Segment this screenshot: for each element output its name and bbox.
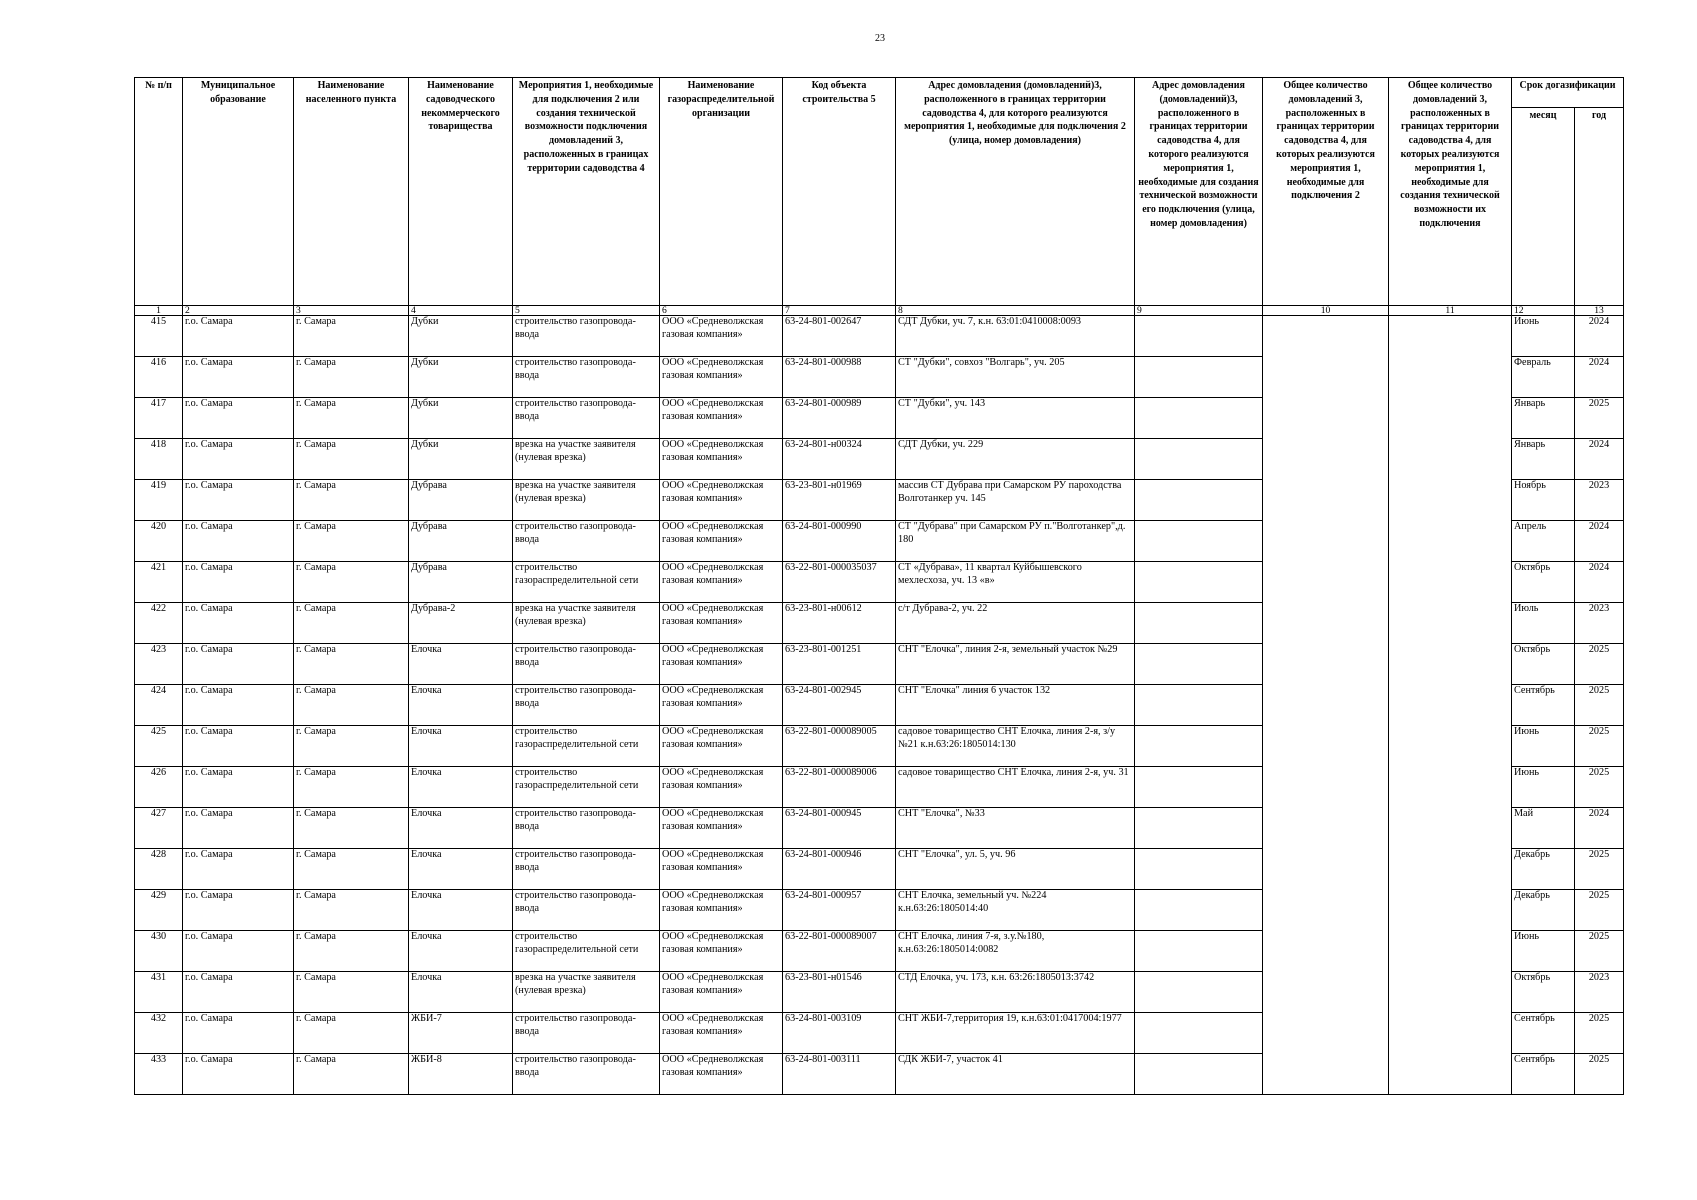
object-code-cell: 63-24-801-000990 — [783, 521, 896, 562]
organization-cell: ООО «Средневолжская газовая компания» — [660, 1013, 783, 1054]
measure-cell: врезка на участке заявителя (нулевая врезка) — [513, 603, 660, 644]
row-number: 423 — [135, 644, 183, 685]
header-gasification-term: Срок догазификации — [1512, 78, 1624, 108]
organization-cell: ООО «Средневолжская газовая компания» — [660, 726, 783, 767]
year-cell: 2025 — [1575, 398, 1624, 439]
measure-cell: строительство газопровода-ввода — [513, 1054, 660, 1095]
technical-address-cell — [1135, 808, 1263, 849]
row-number: 422 — [135, 603, 183, 644]
year-cell: 2024 — [1575, 357, 1624, 398]
year-cell: 2023 — [1575, 972, 1624, 1013]
column-number: 13 — [1575, 306, 1624, 316]
settlement-cell: г. Самара — [294, 357, 409, 398]
technical-address-cell — [1135, 685, 1263, 726]
year-cell: 2025 — [1575, 685, 1624, 726]
object-code-cell: 63-24-801-002945 — [783, 685, 896, 726]
partnership-cell: Елочка — [409, 849, 513, 890]
partnership-cell: Елочка — [409, 808, 513, 849]
partnership-cell: Елочка — [409, 890, 513, 931]
partnership-cell: Дубки — [409, 316, 513, 357]
month-cell: Декабрь — [1512, 849, 1575, 890]
month-cell: Июнь — [1512, 316, 1575, 357]
address-cell: СТ "Дубки", совхоз "Волгарь", уч. 205 — [896, 357, 1135, 398]
total-connection-cell — [1263, 316, 1389, 1095]
municipality-cell: г.о. Самара — [183, 685, 294, 726]
partnership-cell: Дубрава-2 — [409, 603, 513, 644]
partnership-cell: Дубки — [409, 439, 513, 480]
row-number: 431 — [135, 972, 183, 1013]
row-number: 425 — [135, 726, 183, 767]
month-cell: Февраль — [1512, 357, 1575, 398]
year-cell: 2023 — [1575, 603, 1624, 644]
header-gas-organization: Наименование газораспределительной организации — [660, 78, 783, 306]
column-number: 3 — [294, 306, 409, 316]
partnership-cell: Дубрава — [409, 480, 513, 521]
address-cell: СНТ Елочка, линия 7-я, з.у.№180, к.н.63:26:1805014:0082 — [896, 931, 1135, 972]
technical-address-cell — [1135, 357, 1263, 398]
technical-address-cell — [1135, 644, 1263, 685]
address-cell: садовое товарищество СНТ Елочка, линия 2-я, з/у №21 к.н.63:26:1805014:130 — [896, 726, 1135, 767]
month-cell: Июнь — [1512, 931, 1575, 972]
object-code-cell: 63-24-801-003111 — [783, 1054, 896, 1095]
settlement-cell: г. Самара — [294, 398, 409, 439]
header-month: месяц — [1512, 108, 1575, 306]
year-cell: 2025 — [1575, 1054, 1624, 1095]
address-cell: СТ "Дубрава" при Самарском РУ п."Волготанкер",д. 180 — [896, 521, 1135, 562]
partnership-cell: Елочка — [409, 726, 513, 767]
technical-address-cell — [1135, 890, 1263, 931]
column-number: 7 — [783, 306, 896, 316]
technical-address-cell — [1135, 1054, 1263, 1095]
year-cell: 2025 — [1575, 726, 1624, 767]
column-number: 1 — [135, 306, 183, 316]
technical-address-cell — [1135, 316, 1263, 357]
settlement-cell: г. Самара — [294, 316, 409, 357]
municipality-cell: г.о. Самара — [183, 931, 294, 972]
object-code-cell: 63-24-801-000988 — [783, 357, 896, 398]
settlement-cell: г. Самара — [294, 726, 409, 767]
row-number: 426 — [135, 767, 183, 808]
year-cell: 2025 — [1575, 1013, 1624, 1054]
organization-cell: ООО «Средневолжская газовая компания» — [660, 849, 783, 890]
municipality-cell: г.о. Самара — [183, 644, 294, 685]
month-cell: Январь — [1512, 398, 1575, 439]
settlement-cell: г. Самара — [294, 849, 409, 890]
row-number: 419 — [135, 480, 183, 521]
municipality-cell: г.о. Самара — [183, 316, 294, 357]
municipality-cell: г.о. Самара — [183, 767, 294, 808]
header-partnership: Наименование садоводческого некоммерческого товарищества — [409, 78, 513, 306]
settlement-cell: г. Самара — [294, 439, 409, 480]
column-number: 5 — [513, 306, 660, 316]
municipality-cell: г.о. Самара — [183, 1013, 294, 1054]
address-cell: СТ «Дубрава», 11 квартал Куйбышевского мехлесхоза, уч. 13 «в» — [896, 562, 1135, 603]
partnership-cell: Дубрава — [409, 521, 513, 562]
address-cell: СНТ "Елочка", линия 2-я, земельный участок №29 — [896, 644, 1135, 685]
year-cell: 2024 — [1575, 562, 1624, 603]
address-cell: садовое товарищество СНТ Елочка, линия 2-я, уч. 31 — [896, 767, 1135, 808]
object-code-cell: 63-23-801-001251 — [783, 644, 896, 685]
row-number: 430 — [135, 931, 183, 972]
measure-cell: строительство газопровода-ввода — [513, 685, 660, 726]
object-code-cell: 63-24-801-000945 — [783, 808, 896, 849]
measure-cell: строительство газораспределительной сети — [513, 767, 660, 808]
measure-cell: строительство газопровода-ввода — [513, 357, 660, 398]
municipality-cell: г.о. Самара — [183, 849, 294, 890]
measure-cell: строительство газопровода-ввода — [513, 398, 660, 439]
municipality-cell: г.о. Самара — [183, 726, 294, 767]
total-technical-cell — [1389, 316, 1512, 1095]
column-number: 10 — [1263, 306, 1389, 316]
organization-cell: ООО «Средневолжская газовая компания» — [660, 767, 783, 808]
column-numbers-row — [135, 306, 1624, 316]
month-cell: Октябрь — [1512, 562, 1575, 603]
address-cell: СДТ Дубки, уч. 7, к.н. 63:01:0410008:0093 — [896, 316, 1135, 357]
technical-address-cell — [1135, 767, 1263, 808]
object-code-cell: 63-23-801-н01969 — [783, 480, 896, 521]
month-cell: Сентябрь — [1512, 1054, 1575, 1095]
page-number: 23 — [875, 33, 885, 44]
month-cell: Ноябрь — [1512, 480, 1575, 521]
partnership-cell: ЖБИ-7 — [409, 1013, 513, 1054]
row-number: 429 — [135, 890, 183, 931]
settlement-cell: г. Самара — [294, 521, 409, 562]
municipality-cell: г.о. Самара — [183, 890, 294, 931]
settlement-cell: г. Самара — [294, 808, 409, 849]
organization-cell: ООО «Средневолжская газовая компания» — [660, 972, 783, 1013]
year-cell: 2025 — [1575, 890, 1624, 931]
municipality-cell: г.о. Самара — [183, 521, 294, 562]
address-cell: СНТ ЖБИ-7,территория 19, к.н.63:01:0417004:1977 — [896, 1013, 1135, 1054]
address-cell: с/т Дубрава-2, уч. 22 — [896, 603, 1135, 644]
object-code-cell: 63-22-801-000035037 — [783, 562, 896, 603]
object-code-cell: 63-23-801-н01546 — [783, 972, 896, 1013]
month-cell: Июнь — [1512, 726, 1575, 767]
partnership-cell: Дубрава — [409, 562, 513, 603]
measure-cell: строительство газопровода-ввода — [513, 1013, 660, 1054]
settlement-cell: г. Самара — [294, 685, 409, 726]
settlement-cell: г. Самара — [294, 972, 409, 1013]
column-number: 8 — [896, 306, 1135, 316]
technical-address-cell — [1135, 931, 1263, 972]
month-cell: Октябрь — [1512, 644, 1575, 685]
municipality-cell: г.о. Самара — [183, 562, 294, 603]
organization-cell: ООО «Средневолжская газовая компания» — [660, 1054, 783, 1095]
settlement-cell: г. Самара — [294, 1054, 409, 1095]
row-number: 433 — [135, 1054, 183, 1095]
municipality-cell: г.о. Самара — [183, 480, 294, 521]
organization-cell: ООО «Средневолжская газовая компания» — [660, 521, 783, 562]
organization-cell: ООО «Средневолжская газовая компания» — [660, 439, 783, 480]
partnership-cell: Елочка — [409, 767, 513, 808]
column-number: 9 — [1135, 306, 1263, 316]
object-code-cell: 63-24-801-003109 — [783, 1013, 896, 1054]
month-cell: Январь — [1512, 439, 1575, 480]
month-cell: Апрель — [1512, 521, 1575, 562]
measure-cell: врезка на участке заявителя (нулевая врезка) — [513, 480, 660, 521]
measure-cell: врезка на участке заявителя (нулевая врезка) — [513, 972, 660, 1013]
settlement-cell: г. Самара — [294, 480, 409, 521]
row-number: 428 — [135, 849, 183, 890]
row-number: 417 — [135, 398, 183, 439]
object-code-cell: 63-24-801-н00324 — [783, 439, 896, 480]
settlement-cell: г. Самара — [294, 562, 409, 603]
address-cell: массив СТ Дубрава при Самарском РУ пароходства Волготанкер уч. 145 — [896, 480, 1135, 521]
column-number: 2 — [183, 306, 294, 316]
column-number: 4 — [409, 306, 513, 316]
address-cell: СДТ Дубки, уч. 229 — [896, 439, 1135, 480]
header-settlement: Наименование населенного пункта — [294, 78, 409, 306]
year-cell: 2025 — [1575, 767, 1624, 808]
year-cell: 2025 — [1575, 644, 1624, 685]
table-body — [135, 316, 1624, 1095]
year-cell: 2024 — [1575, 439, 1624, 480]
partnership-cell: Дубки — [409, 398, 513, 439]
partnership-cell: Дубки — [409, 357, 513, 398]
municipality-cell: г.о. Самара — [183, 398, 294, 439]
column-number: 11 — [1389, 306, 1512, 316]
measure-cell: строительство газораспределительной сети — [513, 562, 660, 603]
address-cell: СТ "Дубки", уч. 143 — [896, 398, 1135, 439]
measure-cell: строительство газопровода-ввода — [513, 890, 660, 931]
year-cell: 2025 — [1575, 931, 1624, 972]
measure-cell: строительство газопровода-ввода — [513, 849, 660, 890]
month-cell: Сентябрь — [1512, 1013, 1575, 1054]
column-number: 6 — [660, 306, 783, 316]
settlement-cell: г. Самара — [294, 644, 409, 685]
month-cell: Декабрь — [1512, 890, 1575, 931]
object-code-cell: 63-22-801-000089006 — [783, 767, 896, 808]
header-measures: Мероприятия 1, необходимые для подключения 2 или создания технической возможности подключения домовладений 3, расположенных в границах территории садоводства 4 — [513, 78, 660, 306]
organization-cell: ООО «Средневолжская газовая компания» — [660, 603, 783, 644]
technical-address-cell — [1135, 972, 1263, 1013]
organization-cell: ООО «Средневолжская газовая компания» — [660, 644, 783, 685]
address-cell: СНТ "Елочка", ул. 5, уч. 96 — [896, 849, 1135, 890]
partnership-cell: Елочка — [409, 972, 513, 1013]
address-cell: СТД Елочка, уч. 173, к.н. 63:26:1805013:3742 — [896, 972, 1135, 1013]
header-municipality: Муниципальное образование — [183, 78, 294, 306]
settlement-cell: г. Самара — [294, 767, 409, 808]
year-cell: 2024 — [1575, 521, 1624, 562]
municipality-cell: г.о. Самара — [183, 603, 294, 644]
column-number: 12 — [1512, 306, 1575, 316]
header-address-technical: Адрес домовладения (домовладений)3, расположенного в границах территории садоводства 4, для которого реализуются мероприятия 1, необходимые для создания технической возможности его подключения (улица, номер домовладения) — [1135, 78, 1263, 306]
municipality-cell: г.о. Самара — [183, 439, 294, 480]
settlement-cell: г. Самара — [294, 1013, 409, 1054]
technical-address-cell — [1135, 398, 1263, 439]
table-row — [135, 316, 1624, 357]
month-cell: Июнь — [1512, 767, 1575, 808]
technical-address-cell — [1135, 562, 1263, 603]
row-number: 421 — [135, 562, 183, 603]
object-code-cell: 63-24-801-000946 — [783, 849, 896, 890]
header-object-code: Код объекта строительства 5 — [783, 78, 896, 306]
month-cell: Май — [1512, 808, 1575, 849]
partnership-cell: Елочка — [409, 931, 513, 972]
year-cell: 2024 — [1575, 316, 1624, 357]
row-number: 420 — [135, 521, 183, 562]
partnership-cell: Елочка — [409, 685, 513, 726]
organization-cell: ООО «Средневолжская газовая компания» — [660, 931, 783, 972]
municipality-cell: г.о. Самара — [183, 972, 294, 1013]
object-code-cell: 63-22-801-000089007 — [783, 931, 896, 972]
row-number: 427 — [135, 808, 183, 849]
year-cell: 2025 — [1575, 849, 1624, 890]
measure-cell: врезка на участке заявителя (нулевая врезка) — [513, 439, 660, 480]
object-code-cell: 63-22-801-000089005 — [783, 726, 896, 767]
organization-cell: ООО «Средневолжская газовая компания» — [660, 398, 783, 439]
organization-cell: ООО «Средневолжская газовая компания» — [660, 480, 783, 521]
header-total-technical: Общее количество домовладений 3, расположенных в границах территории садоводства 4, для которых реализуются мероприятия 1, необходимые для создания технической возможности их подключения — [1389, 78, 1512, 306]
technical-address-cell — [1135, 726, 1263, 767]
measure-cell: строительство газопровода-ввода — [513, 644, 660, 685]
measure-cell: строительство газораспределительной сети — [513, 931, 660, 972]
measure-cell: строительство газопровода-ввода — [513, 521, 660, 562]
technical-address-cell — [1135, 480, 1263, 521]
header-address-connection: Адрес домовладения (домовладений)3, расположенного в границах территории садоводства 4, для которого реализуются мероприятия 1, необходимые для подключения 2 (улица, номер домовладения) — [896, 78, 1135, 306]
organization-cell: ООО «Средневолжская газовая компания» — [660, 808, 783, 849]
month-cell: Октябрь — [1512, 972, 1575, 1013]
year-cell: 2024 — [1575, 808, 1624, 849]
organization-cell: ООО «Средневолжская газовая компания» — [660, 685, 783, 726]
technical-address-cell — [1135, 849, 1263, 890]
organization-cell: ООО «Средневолжская газовая компания» — [660, 562, 783, 603]
month-cell: Июль — [1512, 603, 1575, 644]
row-number: 416 — [135, 357, 183, 398]
object-code-cell: 63-24-801-002647 — [783, 316, 896, 357]
address-cell: СНТ "Елочка" линия 6 участок 132 — [896, 685, 1135, 726]
technical-address-cell — [1135, 1013, 1263, 1054]
technical-address-cell — [1135, 439, 1263, 480]
address-cell: СНТ Елочка, земельный уч. №224 к.н.63:26:1805014:40 — [896, 890, 1135, 931]
municipality-cell: г.о. Самара — [183, 808, 294, 849]
header-year: год — [1575, 108, 1624, 306]
object-code-cell: 63-24-801-000957 — [783, 890, 896, 931]
organization-cell: ООО «Средневолжская газовая компания» — [660, 890, 783, 931]
municipality-cell: г.о. Самара — [183, 1054, 294, 1095]
header-total-connection: Общее количество домовладений 3, расположенных в границах территории садоводства 4, для которых реализуются мероприятия 1, необходимые для подключения 2 — [1263, 78, 1389, 306]
month-cell: Сентябрь — [1512, 685, 1575, 726]
row-number: 432 — [135, 1013, 183, 1054]
settlement-cell: г. Самара — [294, 603, 409, 644]
row-number: 424 — [135, 685, 183, 726]
technical-address-cell — [1135, 521, 1263, 562]
row-number: 415 — [135, 316, 183, 357]
measure-cell: строительство газопровода-ввода — [513, 808, 660, 849]
technical-address-cell — [1135, 603, 1263, 644]
object-code-cell: 63-23-801-н00612 — [783, 603, 896, 644]
object-code-cell: 63-24-801-000989 — [783, 398, 896, 439]
measure-cell: строительство газопровода-ввода — [513, 316, 660, 357]
organization-cell: ООО «Средневолжская газовая компания» — [660, 316, 783, 357]
settlement-cell: г. Самара — [294, 890, 409, 931]
settlement-cell: г. Самара — [294, 931, 409, 972]
measure-cell: строительство газораспределительной сети — [513, 726, 660, 767]
row-number: 418 — [135, 439, 183, 480]
partnership-cell: ЖБИ-8 — [409, 1054, 513, 1095]
address-cell: СДК ЖБИ-7, участок 41 — [896, 1054, 1135, 1095]
address-cell: СНТ "Елочка", №33 — [896, 808, 1135, 849]
organization-cell: ООО «Средневолжская газовая компания» — [660, 357, 783, 398]
municipality-cell: г.о. Самара — [183, 357, 294, 398]
year-cell: 2023 — [1575, 480, 1624, 521]
partnership-cell: Елочка — [409, 644, 513, 685]
header-number: № п/п — [135, 78, 183, 306]
gasification-table — [134, 77, 1624, 1095]
